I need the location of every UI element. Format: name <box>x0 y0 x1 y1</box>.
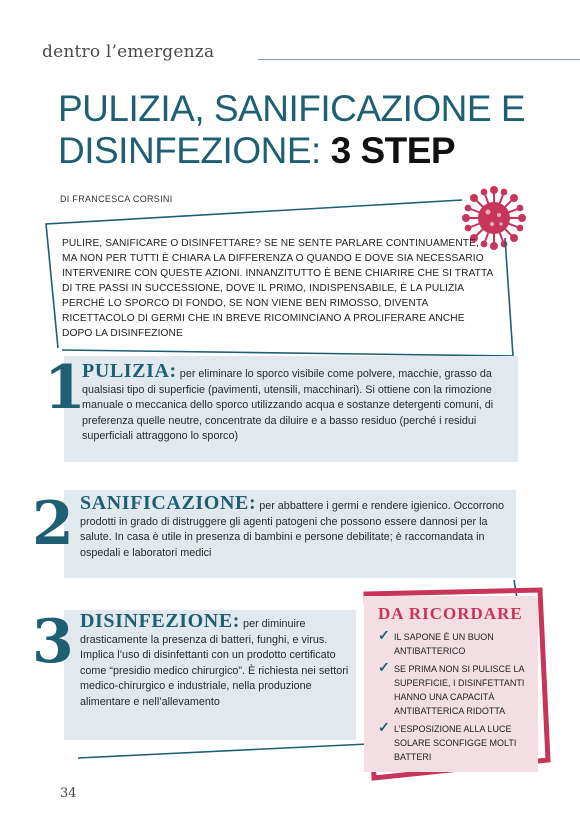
reminder-item-text: SE PRIMA NON SI PULISCE LA SUPERFICIE, I DISINFETTANTI HANNO UNA CAPACITÀ ANTIBATTERICA RIDOTTA <box>394 664 525 716</box>
check-icon: ✓ <box>378 719 390 735</box>
article-title <box>58 88 558 172</box>
step-2-body: per abbattere i germi e rendere igienico. Occorrono prodotti in grado di distruggere gli agenti patogeni che possono essere dannosi per la salute. In casa è utile in presenza di bambini e persone debilitate; è raccomandata in ospedali e laboratori medici <box>80 500 505 559</box>
step-3-title: DISINFEZIONE: <box>80 610 241 632</box>
reminder-item <box>378 719 536 764</box>
section-header <box>42 42 580 72</box>
reminder-list <box>378 627 536 768</box>
reminder-title: DA RICORDARE <box>378 604 523 623</box>
step-2-number: 2 <box>32 489 74 559</box>
step-3-number: 3 <box>32 607 74 677</box>
article-title-strong: 3 STEP <box>330 130 456 171</box>
reminder-item <box>378 627 536 658</box>
section-rule <box>258 59 580 60</box>
step-3-text <box>80 610 350 711</box>
article-title-main: PULIZIA, SANIFICAZIONE E DISINFEZIONE: <box>58 88 526 171</box>
article-intro: PULIRE, SANIFICARE O DISINFETTARE? SE NE SENTE PARLARE CONTINUAMENTE, MA NON PER TUTTI È CHIARA LA DIFFERENZA O QUANDO E DOVE SIA NECESSARIO INTERVENIRE CON QUESTE AZIONI. INNANZITUTTO È BENE CHIARIRE CHE SI TRATTA DI TRE PASSI IN SUCCESSIONE, DOVE IL PRIMO, INDISPENSABILE, È LA PULIZIA PERCHÉ LO SPORCO DI FONDO, SE NON VIENE BEN RIMOSSO, DIVENTA RICETTACOLO DI GERMI CHE IN BREVE RICOMINCIANO A PROLIFERARE ANCHE DOPO LA DISINFEZIONE <box>62 238 493 339</box>
reminder-item <box>378 659 536 718</box>
step-1-body: per eliminare lo sporco visibile come polvere, macchie, grasso da qualsiasi tipo di superficie (pavimenti, utensili, macchinari). Si ottiene con la rimozione manuale o meccanica dello sporco utilizzando acqua e sostanze detergenti comuni, di preferenza quelle neutre, concentrate da diluire e a basso residuo (perché i residui superficiali attraggono lo sporco) <box>82 368 494 443</box>
section-title: dentro l’emergenza <box>42 42 215 62</box>
reminder-box <box>364 596 538 772</box>
article-byline: DI FRANCESCA CORSINI <box>60 194 173 204</box>
check-icon: ✓ <box>378 627 390 643</box>
check-icon: ✓ <box>378 659 390 675</box>
reminder-item-text: IL SAPONE È UN BUON ANTIBATTERICO <box>394 632 494 656</box>
step-3-body: per diminuire drasticamente la presenza di batteri, funghi, e virus. Implica l’uso di disinfettanti con un prodotto certificato come “presidio medico chirurgico”. È richiesta nei settori medico-chirurgico e industriale, nella produzione alimentare e nell’allevamento <box>80 618 349 708</box>
step-2-title: SANIFICAZIONE: <box>80 492 257 514</box>
step-1-number: 1 <box>44 353 86 423</box>
reminder-item-text: L’ESPOSIZIONE ALLA LUCE SOLARE SCONFIGGE MOLTI BATTERI <box>394 724 517 762</box>
step-1-title: PULIZIA: <box>82 360 177 382</box>
step-1-text <box>82 360 510 445</box>
page-number: 34 <box>60 786 77 801</box>
step-2-text <box>80 492 508 561</box>
